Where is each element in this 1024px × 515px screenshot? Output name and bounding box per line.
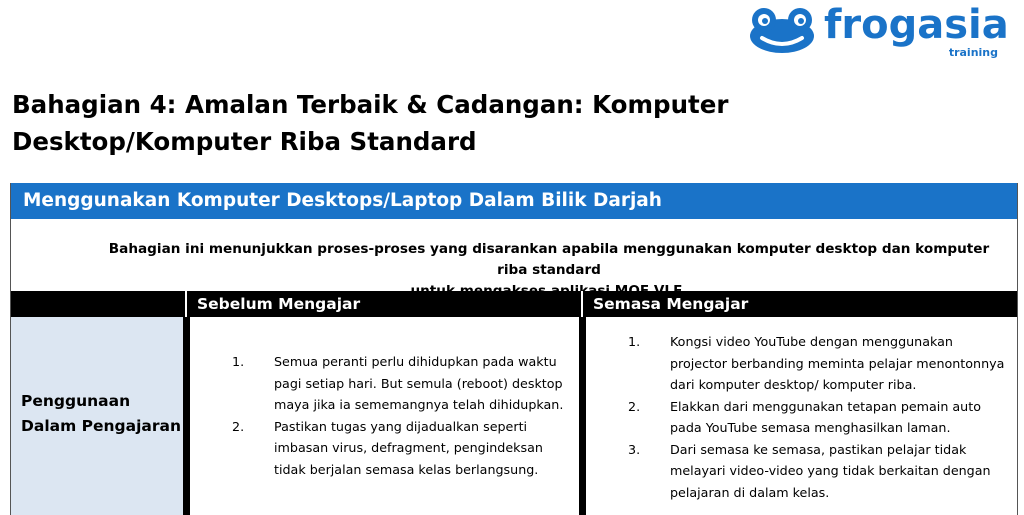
during-list (604, 331, 1005, 503)
list-item (208, 416, 569, 481)
frog-icon (746, 6, 818, 54)
column-divider (579, 317, 586, 515)
list-item (208, 351, 569, 416)
intro-line-1: Bahagian ini menunjukkan proses-proses yang disarankan apabila menggunakan komputer desktop dan komputer riba standard (108, 241, 990, 278)
list-item (604, 439, 1005, 504)
item-number: 1. (232, 354, 245, 369)
item-number: 3. (628, 441, 641, 457)
brand-name: frogasia (824, 2, 1009, 48)
header-during-teaching: Semasa Mengajar (593, 295, 749, 313)
row-label: Penggunaan Dalam Pengajaran (11, 317, 183, 515)
during-teaching-cell (586, 317, 1017, 515)
header-before-teaching: Sebelum Mengajar (187, 291, 583, 317)
frogasia-logo (746, 2, 1009, 62)
list-item (604, 331, 1005, 396)
column-divider (183, 317, 190, 515)
table-header-row (11, 291, 1017, 317)
intro-text (11, 219, 1017, 299)
page-title: Bahagian 4: Amalan Terbaik & Cadangan: Komputer Desktop/Komputer Riba Standard (12, 90, 729, 156)
item-number: 2. (628, 398, 641, 414)
before-list (208, 351, 569, 480)
before-teaching-cell (190, 317, 579, 515)
header-empty (11, 291, 187, 317)
table-row (11, 317, 1017, 515)
content-table (10, 183, 1018, 515)
brand-sub: training (948, 46, 998, 59)
item-text: Kongsi video YouTube dengan menggunakan projector berbanding meminta pelajar menontonnya dari komputer desktop/ komputer riba. (670, 334, 1005, 392)
section-title: Menggunakan Komputer Desktops/Laptop Dalam Bilik Darjah (11, 183, 1017, 219)
list-item (604, 396, 1005, 439)
item-text: Dari semasa ke semasa, pastikan pelajar tidak melayari video-video yang tidak berkaitan dengan pelajaran di dalam kelas. (670, 441, 991, 500)
intro-line-2: untuk mengakses aplikasi MOE VLE. (410, 283, 688, 299)
item-text: Elakkan dari menggunakan tetapan pemain auto pada YouTube semasa menghasilkan laman. (670, 398, 981, 435)
item-number: 1. (628, 334, 641, 349)
item-number: 2. (232, 418, 245, 434)
item-text: Pastikan tugas yang dijadualkan seperti imbasan virus, defragment, pengindeksan tidak berjalan semasa kelas berlangsung. (274, 418, 543, 477)
item-text: Semua peranti perlu dihidupkan pada waktu pagi setiap hari. But semula (reboot) desktop maya jika ia sememangnya telah dihidupkan. (274, 354, 564, 412)
